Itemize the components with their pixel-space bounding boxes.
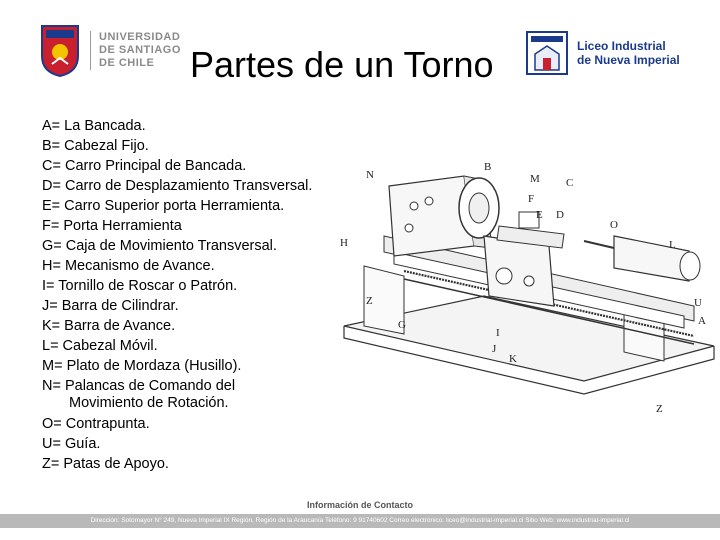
list-item: L= Cabezal Móvil. <box>42 338 158 354</box>
liceo-line: Liceo Industrial <box>577 39 666 53</box>
liceo-line: de Nueva Imperial <box>577 53 680 67</box>
list-item: B= Cabezal Fijo. <box>42 138 149 154</box>
list-item: E= Carro Superior porta Herramienta. <box>42 198 285 214</box>
diagram-label-b: B <box>484 161 492 173</box>
list-item-text: N= Palancas de Comando del <box>42 378 236 394</box>
list-item: Z= Patas de Apoyo. <box>42 456 169 472</box>
list-item: G= Caja de Movimiento Transversal. <box>42 238 277 254</box>
diagram-label-u: U <box>694 297 702 309</box>
list-item: D= Carro de Desplazamiento Transversal. <box>42 178 313 194</box>
list-item: J= Barra de Cilindrar. <box>42 298 179 314</box>
diagram-label-o: O <box>610 219 618 231</box>
diagram-label-e: E <box>536 209 543 221</box>
list-item: H= Mecanismo de Avance. <box>42 258 215 274</box>
tailstock <box>614 236 689 281</box>
diagram-label-k: K <box>509 353 517 365</box>
usach-name <box>90 31 181 70</box>
liceo-name <box>577 39 680 67</box>
diagram-label-c: C <box>566 177 574 189</box>
diagram-label-z-bottom: Z <box>656 403 663 415</box>
usach-line: UNIVERSIDAD <box>99 30 181 43</box>
parts-list <box>42 116 342 474</box>
list-item: I= Tornillo de Roscar o Patrón. <box>42 278 238 294</box>
list-item <box>42 376 342 410</box>
diagram-label-a: A <box>698 315 706 327</box>
footer-contact-bar: Dirección: Sotomayor N° 249, Nueva Imperial IX Región, Región de la Araucanía Teléfono: 9 91740602 Correo electrónico: liceo@industrial-imperial.cl Sitio Web: www.industrial-imperial.cl <box>0 514 720 528</box>
list-item: U= Guía. <box>42 436 101 452</box>
diagram-label-d: D <box>556 209 564 221</box>
footer <box>0 494 720 540</box>
list-item: O= Contrapunta. <box>42 416 150 432</box>
diagram-label-n: N <box>366 169 374 181</box>
diagram-label-g: G <box>398 319 406 331</box>
list-item-continuation: Movimiento de Rotación. <box>69 395 229 411</box>
diagram-label-j: J <box>492 343 497 355</box>
usach-line: DE SANTIAGO <box>99 43 181 56</box>
page-title: Partes de un Torno <box>190 44 494 85</box>
carriage <box>484 236 554 306</box>
diagram-label-l: L <box>669 239 676 251</box>
diagram-label-z-top: Z <box>366 295 373 307</box>
diagram-label-h: H <box>340 237 348 249</box>
list-item: A= La Bancada. <box>42 118 146 134</box>
list-item: F= Porta Herramienta <box>42 218 182 234</box>
liceo-badge-icon <box>525 30 569 76</box>
footer-title: Información de Contacto <box>306 500 413 510</box>
list-item: C= Carro Principal de Bancada. <box>42 158 247 174</box>
diagram-label-m: M <box>530 173 540 185</box>
liceo-logo <box>525 30 680 76</box>
lathe-diagram <box>334 156 720 426</box>
diagram-label-f: F <box>528 193 535 205</box>
usach-logo <box>38 22 181 78</box>
list-item: K= Barra de Avance. <box>42 318 176 334</box>
list-item: M= Plato de Mordaza (Husillo). <box>42 358 242 374</box>
diagram-label-i: I <box>496 327 500 339</box>
usach-shield-icon <box>38 22 82 78</box>
usach-line: DE CHILE <box>99 56 155 69</box>
